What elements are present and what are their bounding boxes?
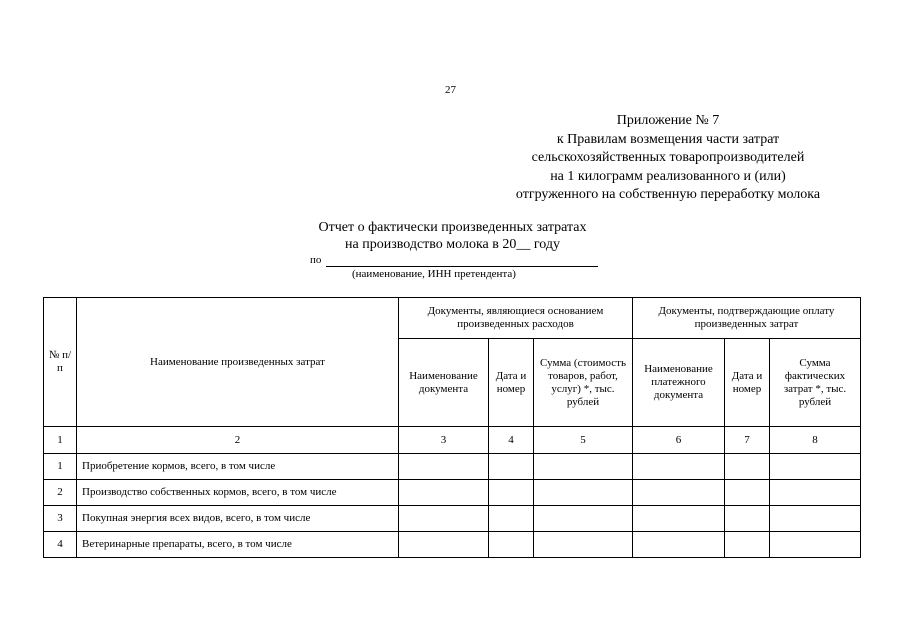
- applicant-fill-line: [326, 266, 598, 267]
- column-number: 7: [725, 427, 770, 454]
- applicant-hint: (наименование, ИНН претендента): [352, 268, 516, 280]
- table-row: [44, 480, 861, 506]
- row-number: 1: [44, 454, 77, 480]
- appendix-line: сельскохозяйственных товаропроизводителей: [531, 150, 805, 165]
- empty-cell[interactable]: [489, 506, 534, 532]
- table-row: [44, 506, 861, 532]
- appendix-line: отгруженного на собственную переработку молока: [515, 187, 821, 202]
- empty-cell[interactable]: [633, 454, 725, 480]
- report-title: [280, 219, 625, 253]
- header-col-number: № п/п: [44, 298, 77, 427]
- empty-cell[interactable]: [633, 480, 725, 506]
- column-number: 5: [534, 427, 633, 454]
- column-number: 8: [770, 427, 861, 454]
- empty-cell[interactable]: [770, 480, 861, 506]
- page-number: 27: [445, 84, 456, 96]
- header-sum-basis: Сумма (стоимость товаров, работ, услуг) *, тыс. рублей: [534, 339, 633, 427]
- row-cost-name: Покупная энергия всех видов, всего, в том числе: [77, 506, 399, 532]
- header-sum-actual: Сумма фактических затрат *, тыс. рублей: [770, 339, 861, 427]
- report-title-line-2: на производство молока в 20__ году: [345, 237, 560, 252]
- for-label: по: [310, 254, 322, 266]
- appendix-line: к Правилам возмещения части затрат: [556, 131, 780, 147]
- empty-cell[interactable]: [725, 480, 770, 506]
- header-doc-name: Наименование документа: [399, 339, 489, 427]
- row-cost-name: Ветеринарные препараты, всего, в том числе: [77, 532, 399, 558]
- empty-cell[interactable]: [534, 454, 633, 480]
- empty-cell[interactable]: [399, 532, 489, 558]
- empty-cell[interactable]: [770, 454, 861, 480]
- appendix-line: Приложение № 7: [616, 113, 720, 128]
- empty-cell[interactable]: [399, 454, 489, 480]
- empty-cell[interactable]: [534, 480, 633, 506]
- header-group-payment-documents: Документы, подтверждающие оплату произведенных затрат: [633, 298, 861, 339]
- row-number: 2: [44, 480, 77, 506]
- empty-cell[interactable]: [489, 454, 534, 480]
- empty-cell[interactable]: [534, 506, 633, 532]
- empty-cell[interactable]: [534, 532, 633, 558]
- empty-cell[interactable]: [725, 454, 770, 480]
- header-group-basis-documents: Документы, являющиеся основанием произведенных расходов: [399, 298, 633, 339]
- header-date-number-2: Дата и номер: [725, 339, 770, 427]
- table-row: [44, 454, 861, 480]
- appendix-block: [478, 112, 858, 205]
- header-date-number: Дата и номер: [489, 339, 534, 427]
- row-number: 4: [44, 532, 77, 558]
- column-number: 3: [399, 427, 489, 454]
- header-col-cost-name: Наименование произведенных затрат: [77, 298, 399, 427]
- column-number: 2: [77, 427, 399, 454]
- empty-cell[interactable]: [633, 506, 725, 532]
- empty-cell[interactable]: [725, 506, 770, 532]
- empty-cell[interactable]: [725, 532, 770, 558]
- empty-cell[interactable]: [770, 532, 861, 558]
- cost-report-table: [43, 297, 861, 558]
- column-number: 6: [633, 427, 725, 454]
- row-cost-name: Приобретение кормов, всего, в том числе: [77, 454, 399, 480]
- empty-cell[interactable]: [633, 532, 725, 558]
- empty-cell[interactable]: [489, 532, 534, 558]
- appendix-line: на 1 килограмм реализованного и (или): [550, 168, 786, 184]
- row-cost-name: Производство собственных кормов, всего, в том числе: [77, 480, 399, 506]
- empty-cell[interactable]: [489, 480, 534, 506]
- column-number: 1: [44, 427, 77, 454]
- column-number: 4: [489, 427, 534, 454]
- empty-cell[interactable]: [399, 506, 489, 532]
- empty-cell[interactable]: [399, 480, 489, 506]
- column-number-row: [44, 427, 861, 454]
- header-payment-doc: Наименование платежного документа: [633, 339, 725, 427]
- table-row: [44, 532, 861, 558]
- row-number: 3: [44, 506, 77, 532]
- report-title-line-1: Отчет о фактически произведенных затратах: [318, 220, 587, 235]
- header-row-groups: [44, 298, 861, 339]
- empty-cell[interactable]: [770, 506, 861, 532]
